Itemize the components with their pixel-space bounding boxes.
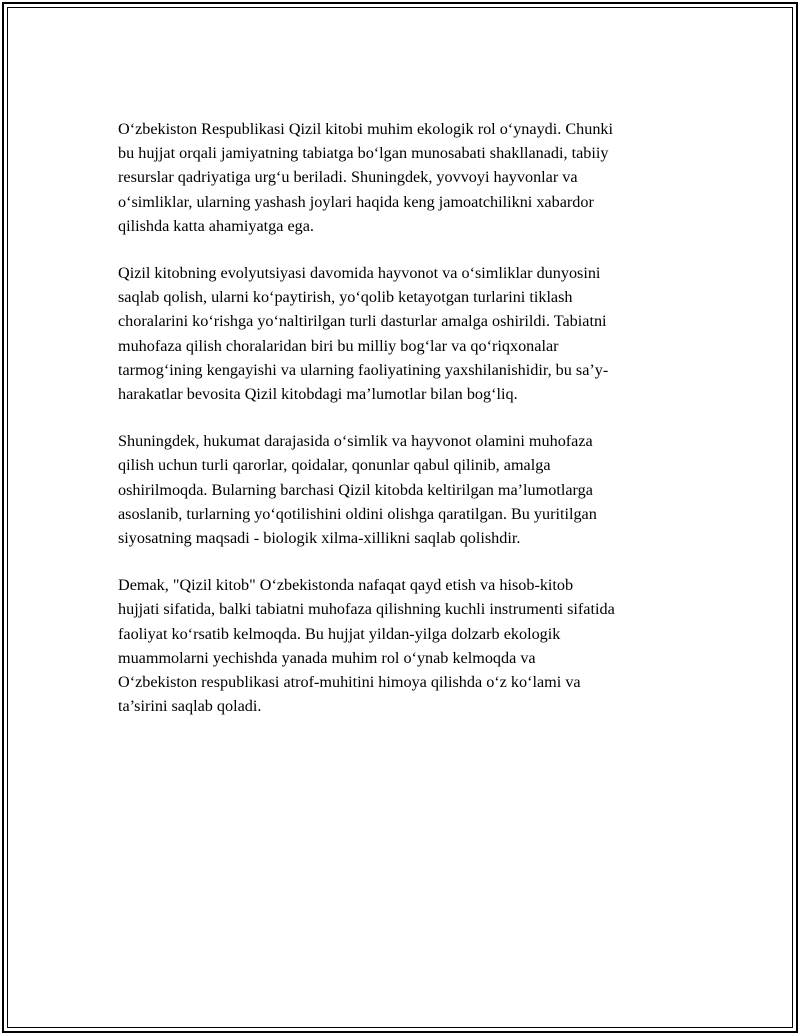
paragraph-2: Qizil kitobning evolyutsiyasi davomida hayvonot va o‘simliklar dunyosini saqlab qolish, ularni ko‘paytirish, yo‘qolib ketayotgan turlarini tiklash choralarini ko‘rishga yo‘naltirilgan turli dasturlar amalga oshirildi. Tabiatni muhofaza qilish choralaridan biri bu milliy bog‘lar va qo‘riqxonalar tarmog‘ining kengayishi va ularning faoliyatining yaxshilanishidir, bu sa’y- harakatlar bevosita Qizil kitobdagi ma’lumotlar bilan bog‘liq. <box>118 264 609 404</box>
paragraph-1: O‘zbekiston Respublikasi Qizil kitobi muhim ekologik rol o‘ynaydi. Chunki bu hujjat orqali jamiyatning tabiatga bo‘lgan munosabati shakllanadi, tabiiy resurslar qadriyatiga urg‘u beriladi. Shuningdek, yovvoyi hayvonlar va o‘simliklar, ularning yashash joylari haqida keng jamoatchilikni xabardor qilishda katta ahamiyatga ega. <box>118 120 614 235</box>
document-body <box>118 117 700 741</box>
paragraph-4: Demak, "Qizil kitob" O‘zbekistonda nafaqat qayd etish va hisob-kitob hujjati sifatida, balki tabiatni muhofaza qilishning kuchli instrumenti sifatida faoliyat ko‘rsatib kelmoqda. Bu hujjat yildan-yilga dolzarb ekologik muammolarni yechishda yanada muhim rol o‘ynab kelmoqda va O‘zbekiston respublikasi atrof-muhitini himoya qilishda o‘z ko‘lami va ta’sirini saqlab qoladi. <box>118 576 615 716</box>
paragraph-3: Shuningdek, hukumat darajasida o‘simlik va hayvonot olamini muhofaza qilish uchun turli qarorlar, qoidalar, qonunlar qabul qilinib, amalga oshirilmoqda. Bularning barchasi Qizil kitobda keltirilgan ma’lumotlarga asoslanib, turlarning yo‘qotilishini oldini olishga qaratilgan. Bu yuritilgan siyosatning maqsadi - biologik xilma-xillikni saqlab qolishdir. <box>118 432 597 548</box>
